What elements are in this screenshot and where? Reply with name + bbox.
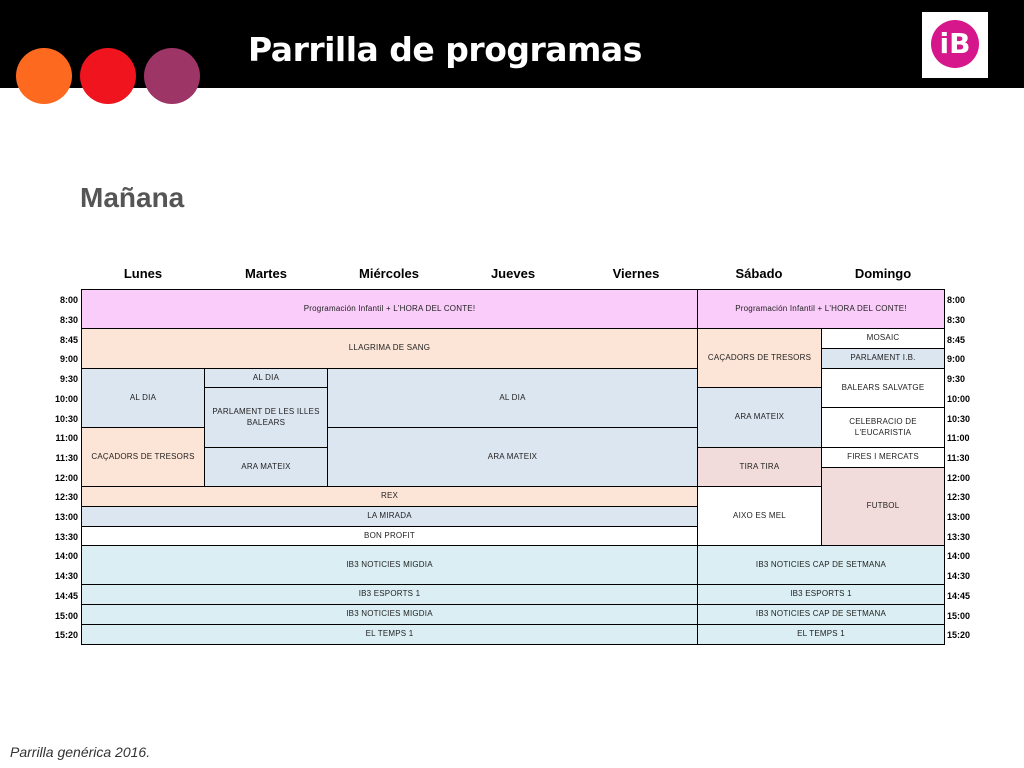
time-right: 9:30 (947, 374, 966, 384)
time-right: 12:30 (947, 492, 971, 502)
program-cell: CAÇADORS DE TRESORS (81, 427, 205, 487)
program-cell: REX (81, 486, 698, 507)
day-header-miercoles: Miércoles (359, 266, 419, 281)
time-left: 13:30 (54, 532, 78, 542)
time-left: 8:45 (59, 335, 78, 345)
page-title: Parrilla de programas (248, 30, 642, 69)
orange-circle-icon (16, 48, 72, 104)
time-right: 13:00 (947, 512, 971, 522)
program-cell: IB3 ESPORTS 1 (697, 584, 945, 605)
time-left: 9:30 (59, 374, 78, 384)
program-cell: EL TEMPS 1 (81, 624, 698, 645)
day-header-martes: Martes (245, 266, 287, 281)
ib3-logo (922, 12, 988, 78)
program-cell: IB3 NOTICIES MIGDIA (81, 604, 698, 625)
program-cell: PARLAMENT I.B. (821, 348, 945, 369)
program-cell: AL DIA (327, 368, 698, 428)
time-left: 14:00 (54, 551, 78, 561)
program-cell: LA MIRADA (81, 506, 698, 527)
time-right: 15:20 (947, 630, 971, 640)
program-cell: PARLAMENT DE LES ILLES BALEARS (204, 387, 328, 448)
day-header-domingo: Domingo (854, 266, 912, 281)
time-right: 8:00 (947, 295, 966, 305)
footer-note: Parrilla genérica 2016. (10, 744, 151, 760)
time-right: 12:00 (947, 473, 971, 483)
time-right: 14:00 (947, 551, 971, 561)
program-cell: EL TEMPS 1 (697, 624, 945, 645)
program-cell: ARA MATEIX (327, 427, 698, 487)
time-right: 13:30 (947, 532, 971, 542)
time-left: 11:30 (55, 453, 78, 463)
day-header-lunes: Lunes (123, 266, 163, 281)
section-title: Mañana (80, 182, 185, 213)
program-cell: AIXO ES MEL (697, 486, 822, 546)
program-cell: IB3 NOTICIES CAP DE SETMANA (697, 604, 945, 625)
time-right: 14:30 (947, 571, 971, 581)
program-cell: AL DIA (81, 368, 205, 428)
time-right: 10:30 (947, 414, 971, 424)
program-cell: ARA MATEIX (204, 447, 328, 487)
program-cell: FIRES I MERCATS (821, 447, 945, 468)
program-cell: BON PROFIT (81, 526, 698, 546)
program-cell: LLAGRIMA DE SANG (81, 328, 698, 369)
program-cell: MOSAIC (821, 328, 945, 349)
time-left: 10:30 (54, 414, 78, 424)
time-right: 14:45 (947, 591, 971, 601)
red-circle-icon (80, 48, 136, 104)
program-cell: IB3 ESPORTS 1 (81, 584, 698, 605)
program-cell: FUTBOL (821, 467, 945, 546)
program-cell: CELEBRACIO DE L'EUCARISTIA (821, 407, 945, 448)
program-cell: Programación Infantil + L'HORA DEL CONTE! (697, 289, 945, 329)
program-cell: Programación Infantil + L'HORA DEL CONTE! (81, 289, 698, 329)
time-left: 12:30 (54, 492, 78, 502)
time-right: 9:00 (947, 354, 966, 364)
day-header-viernes: Viernes (612, 266, 660, 281)
time-left: 15:00 (54, 611, 78, 621)
time-left: 13:00 (54, 512, 78, 522)
program-cell: ARA MATEIX (697, 387, 822, 448)
time-left: 8:30 (59, 315, 78, 325)
time-left: 8:00 (59, 295, 78, 305)
time-right: 15:00 (947, 611, 971, 621)
program-cell: CAÇADORS DE TRESORS (697, 328, 822, 388)
time-right: 11:00 (947, 433, 970, 443)
time-left: 14:45 (54, 591, 78, 601)
program-cell: BALEARS SALVATGE (821, 368, 945, 408)
time-right: 11:30 (947, 453, 970, 463)
time-left: 11:00 (55, 433, 78, 443)
day-header-jueves: Jueves (490, 266, 536, 281)
time-left: 14:30 (54, 571, 78, 581)
time-right: 8:30 (947, 315, 966, 325)
time-left: 9:00 (59, 354, 78, 364)
ib3-logo-icon: iB (939, 27, 971, 60)
time-left: 12:00 (54, 473, 78, 483)
program-cell: IB3 NOTICIES MIGDIA (81, 545, 698, 585)
time-left: 15:20 (54, 630, 78, 640)
program-cell: IB3 NOTICIES CAP DE SETMANA (697, 545, 945, 585)
day-header-sabado: Sábado (735, 266, 783, 281)
time-left: 10:00 (54, 394, 78, 404)
program-cell: TIRA TIRA (697, 447, 822, 487)
purple-circle-icon (144, 48, 200, 104)
program-cell: AL DIA (204, 368, 328, 388)
time-right: 10:00 (947, 394, 971, 404)
time-right: 8:45 (947, 335, 966, 345)
